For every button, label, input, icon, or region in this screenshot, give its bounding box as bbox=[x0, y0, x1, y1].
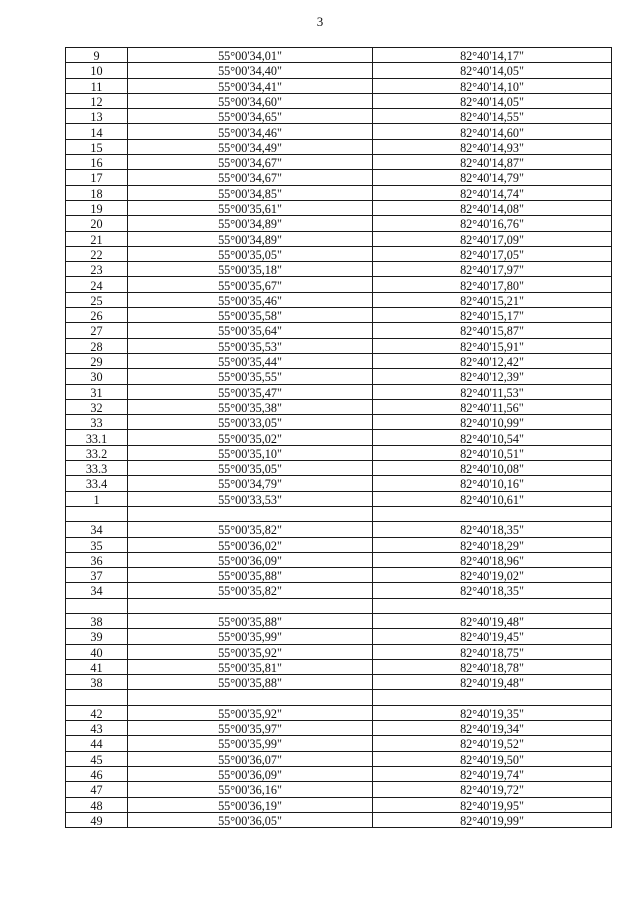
longitude-cell: 82°40'15,21" bbox=[373, 292, 612, 307]
table-row bbox=[66, 736, 612, 751]
longitude-cell: 82°40'10,99" bbox=[373, 415, 612, 430]
point-number-cell: 10 bbox=[66, 63, 128, 78]
longitude-cell: 82°40'12,42" bbox=[373, 353, 612, 368]
table-row bbox=[66, 613, 612, 628]
point-number-cell: 42 bbox=[66, 705, 128, 720]
longitude-cell: 82°40'17,97" bbox=[373, 262, 612, 277]
point-number-cell: 18 bbox=[66, 185, 128, 200]
point-number-cell: 32 bbox=[66, 399, 128, 414]
latitude-cell: 55°00'35,97" bbox=[128, 721, 373, 736]
point-number-cell: 37 bbox=[66, 568, 128, 583]
table-row bbox=[66, 445, 612, 460]
table-row bbox=[66, 812, 612, 827]
latitude-cell: 55°00'35,67" bbox=[128, 277, 373, 292]
longitude-cell: 82°40'19,74" bbox=[373, 766, 612, 781]
longitude-cell: 82°40'11,53" bbox=[373, 384, 612, 399]
table-separator-row bbox=[66, 690, 612, 705]
latitude-cell: 55°00'35,02" bbox=[128, 430, 373, 445]
longitude-cell: 82°40'18,78" bbox=[373, 659, 612, 674]
table-row bbox=[66, 583, 612, 598]
table-row bbox=[66, 369, 612, 384]
table-row bbox=[66, 797, 612, 812]
longitude-cell: 82°40'18,35" bbox=[373, 522, 612, 537]
point-number-cell: 26 bbox=[66, 308, 128, 323]
latitude-cell: 55°00'36,09" bbox=[128, 766, 373, 781]
point-number-cell: 31 bbox=[66, 384, 128, 399]
latitude-cell: 55°00'34,65" bbox=[128, 109, 373, 124]
table-row bbox=[66, 751, 612, 766]
latitude-cell: 55°00'34,60" bbox=[128, 93, 373, 108]
table-row bbox=[66, 629, 612, 644]
longitude-cell bbox=[373, 690, 612, 705]
point-number-cell: 12 bbox=[66, 93, 128, 108]
table-row bbox=[66, 93, 612, 108]
table-row bbox=[66, 216, 612, 231]
longitude-cell: 82°40'19,50" bbox=[373, 751, 612, 766]
longitude-cell: 82°40'14,05" bbox=[373, 63, 612, 78]
latitude-cell: 55°00'34,89" bbox=[128, 216, 373, 231]
point-number-cell: 49 bbox=[66, 812, 128, 827]
table-row bbox=[66, 675, 612, 690]
table-row bbox=[66, 782, 612, 797]
coordinates-table-body bbox=[66, 48, 612, 828]
longitude-cell: 82°40'12,39" bbox=[373, 369, 612, 384]
latitude-cell: 55°00'35,82" bbox=[128, 522, 373, 537]
point-number-cell: 43 bbox=[66, 721, 128, 736]
latitude-cell: 55°00'35,99" bbox=[128, 736, 373, 751]
latitude-cell: 55°00'35,92" bbox=[128, 705, 373, 720]
point-number-cell: 15 bbox=[66, 139, 128, 154]
latitude-cell: 55°00'34,46" bbox=[128, 124, 373, 139]
longitude-cell: 82°40'15,87" bbox=[373, 323, 612, 338]
point-number-cell bbox=[66, 506, 128, 521]
latitude-cell: 55°00'36,02" bbox=[128, 537, 373, 552]
table-row bbox=[66, 766, 612, 781]
point-number-cell: 47 bbox=[66, 782, 128, 797]
table-row bbox=[66, 399, 612, 414]
latitude-cell: 55°00'35,58" bbox=[128, 308, 373, 323]
latitude-cell: 55°00'35,44" bbox=[128, 353, 373, 368]
table-row bbox=[66, 721, 612, 736]
latitude-cell: 55°00'35,05" bbox=[128, 461, 373, 476]
table-row bbox=[66, 323, 612, 338]
table-row bbox=[66, 568, 612, 583]
point-number-cell: 33.3 bbox=[66, 461, 128, 476]
latitude-cell: 55°00'35,47" bbox=[128, 384, 373, 399]
longitude-cell: 82°40'14,05" bbox=[373, 93, 612, 108]
point-number-cell: 38 bbox=[66, 613, 128, 628]
point-number-cell: 44 bbox=[66, 736, 128, 751]
longitude-cell: 82°40'17,80" bbox=[373, 277, 612, 292]
point-number-cell: 23 bbox=[66, 262, 128, 277]
latitude-cell bbox=[128, 506, 373, 521]
latitude-cell: 55°00'35,18" bbox=[128, 262, 373, 277]
longitude-cell: 82°40'19,99" bbox=[373, 812, 612, 827]
longitude-cell: 82°40'14,87" bbox=[373, 155, 612, 170]
longitude-cell: 82°40'19,95" bbox=[373, 797, 612, 812]
table-row bbox=[66, 491, 612, 506]
table-row bbox=[66, 231, 612, 246]
point-number-cell: 21 bbox=[66, 231, 128, 246]
coordinates-table bbox=[65, 47, 612, 828]
longitude-cell: 82°40'19,02" bbox=[373, 568, 612, 583]
table-row bbox=[66, 522, 612, 537]
latitude-cell: 55°00'35,05" bbox=[128, 246, 373, 261]
latitude-cell: 55°00'34,79" bbox=[128, 476, 373, 491]
table-row bbox=[66, 63, 612, 78]
latitude-cell: 55°00'34,41" bbox=[128, 78, 373, 93]
latitude-cell: 55°00'34,67" bbox=[128, 155, 373, 170]
latitude-cell: 55°00'35,64" bbox=[128, 323, 373, 338]
point-number-cell: 33.4 bbox=[66, 476, 128, 491]
point-number-cell: 17 bbox=[66, 170, 128, 185]
longitude-cell: 82°40'19,52" bbox=[373, 736, 612, 751]
longitude-cell: 82°40'18,75" bbox=[373, 644, 612, 659]
latitude-cell: 55°00'36,09" bbox=[128, 552, 373, 567]
point-number-cell: 33.1 bbox=[66, 430, 128, 445]
latitude-cell: 55°00'34,40" bbox=[128, 63, 373, 78]
point-number-cell: 9 bbox=[66, 48, 128, 63]
longitude-cell: 82°40'15,17" bbox=[373, 308, 612, 323]
latitude-cell: 55°00'35,38" bbox=[128, 399, 373, 414]
longitude-cell: 82°40'17,09" bbox=[373, 231, 612, 246]
table-row bbox=[66, 277, 612, 292]
table-row bbox=[66, 537, 612, 552]
longitude-cell: 82°40'14,74" bbox=[373, 185, 612, 200]
point-number-cell: 29 bbox=[66, 353, 128, 368]
longitude-cell: 82°40'14,17" bbox=[373, 48, 612, 63]
point-number-cell: 27 bbox=[66, 323, 128, 338]
longitude-cell bbox=[373, 506, 612, 521]
longitude-cell: 82°40'11,56" bbox=[373, 399, 612, 414]
point-number-cell bbox=[66, 598, 128, 613]
latitude-cell: 55°00'35,53" bbox=[128, 338, 373, 353]
table-row bbox=[66, 78, 612, 93]
table-row bbox=[66, 659, 612, 674]
latitude-cell bbox=[128, 598, 373, 613]
point-number-cell: 45 bbox=[66, 751, 128, 766]
longitude-cell: 82°40'10,51" bbox=[373, 445, 612, 460]
table-row bbox=[66, 155, 612, 170]
longitude-cell: 82°40'14,08" bbox=[373, 200, 612, 215]
table-separator-row bbox=[66, 598, 612, 613]
point-number-cell: 24 bbox=[66, 277, 128, 292]
table-row bbox=[66, 170, 612, 185]
latitude-cell: 55°00'35,99" bbox=[128, 629, 373, 644]
latitude-cell: 55°00'35,55" bbox=[128, 369, 373, 384]
point-number-cell: 13 bbox=[66, 109, 128, 124]
latitude-cell: 55°00'34,89" bbox=[128, 231, 373, 246]
latitude-cell: 55°00'35,81" bbox=[128, 659, 373, 674]
longitude-cell: 82°40'14,93" bbox=[373, 139, 612, 154]
table-row bbox=[66, 430, 612, 445]
longitude-cell: 82°40'14,55" bbox=[373, 109, 612, 124]
latitude-cell: 55°00'36,05" bbox=[128, 812, 373, 827]
latitude-cell: 55°00'35,46" bbox=[128, 292, 373, 307]
latitude-cell: 55°00'33,05" bbox=[128, 415, 373, 430]
longitude-cell: 82°40'19,48" bbox=[373, 613, 612, 628]
table-row bbox=[66, 246, 612, 261]
point-number-cell: 35 bbox=[66, 537, 128, 552]
table-row bbox=[66, 109, 612, 124]
point-number-cell: 20 bbox=[66, 216, 128, 231]
page-number: 3 bbox=[316, 14, 324, 29]
longitude-cell: 82°40'10,54" bbox=[373, 430, 612, 445]
longitude-cell: 82°40'16,76" bbox=[373, 216, 612, 231]
latitude-cell: 55°00'34,67" bbox=[128, 170, 373, 185]
latitude-cell: 55°00'36,19" bbox=[128, 797, 373, 812]
point-number-cell: 33 bbox=[66, 415, 128, 430]
longitude-cell: 82°40'18,35" bbox=[373, 583, 612, 598]
point-number-cell: 40 bbox=[66, 644, 128, 659]
table-row bbox=[66, 139, 612, 154]
longitude-cell: 82°40'19,34" bbox=[373, 721, 612, 736]
point-number-cell: 38 bbox=[66, 675, 128, 690]
latitude-cell: 55°00'33,53" bbox=[128, 491, 373, 506]
longitude-cell: 82°40'19,45" bbox=[373, 629, 612, 644]
table-row bbox=[66, 185, 612, 200]
latitude-cell: 55°00'35,92" bbox=[128, 644, 373, 659]
latitude-cell: 55°00'34,01" bbox=[128, 48, 373, 63]
point-number-cell: 11 bbox=[66, 78, 128, 93]
table-row bbox=[66, 644, 612, 659]
point-number-cell: 48 bbox=[66, 797, 128, 812]
point-number-cell: 33.2 bbox=[66, 445, 128, 460]
point-number-cell: 16 bbox=[66, 155, 128, 170]
longitude-cell: 82°40'14,10" bbox=[373, 78, 612, 93]
point-number-cell: 1 bbox=[66, 491, 128, 506]
point-number-cell: 30 bbox=[66, 369, 128, 384]
point-number-cell: 19 bbox=[66, 200, 128, 215]
point-number-cell bbox=[66, 690, 128, 705]
point-number-cell: 36 bbox=[66, 552, 128, 567]
latitude-cell: 55°00'34,49" bbox=[128, 139, 373, 154]
longitude-cell: 82°40'15,91" bbox=[373, 338, 612, 353]
latitude-cell: 55°00'36,16" bbox=[128, 782, 373, 797]
latitude-cell: 55°00'35,88" bbox=[128, 568, 373, 583]
longitude-cell: 82°40'19,35" bbox=[373, 705, 612, 720]
table-row bbox=[66, 338, 612, 353]
latitude-cell: 55°00'35,10" bbox=[128, 445, 373, 460]
point-number-cell: 46 bbox=[66, 766, 128, 781]
table-row bbox=[66, 308, 612, 323]
longitude-cell: 82°40'19,48" bbox=[373, 675, 612, 690]
point-number-cell: 41 bbox=[66, 659, 128, 674]
table-row bbox=[66, 415, 612, 430]
table-row bbox=[66, 384, 612, 399]
longitude-cell: 82°40'14,79" bbox=[373, 170, 612, 185]
table-row bbox=[66, 48, 612, 63]
point-number-cell: 34 bbox=[66, 583, 128, 598]
table-row bbox=[66, 353, 612, 368]
longitude-cell: 82°40'10,08" bbox=[373, 461, 612, 476]
latitude-cell: 55°00'35,88" bbox=[128, 675, 373, 690]
longitude-cell bbox=[373, 598, 612, 613]
point-number-cell: 28 bbox=[66, 338, 128, 353]
latitude-cell: 55°00'35,88" bbox=[128, 613, 373, 628]
table-row bbox=[66, 705, 612, 720]
longitude-cell: 82°40'10,16" bbox=[373, 476, 612, 491]
point-number-cell: 34 bbox=[66, 522, 128, 537]
point-number-cell: 14 bbox=[66, 124, 128, 139]
longitude-cell: 82°40'18,96" bbox=[373, 552, 612, 567]
longitude-cell: 82°40'19,72" bbox=[373, 782, 612, 797]
longitude-cell: 82°40'10,61" bbox=[373, 491, 612, 506]
latitude-cell: 55°00'35,82" bbox=[128, 583, 373, 598]
table-row bbox=[66, 262, 612, 277]
table-row bbox=[66, 124, 612, 139]
table-separator-row bbox=[66, 506, 612, 521]
point-number-cell: 39 bbox=[66, 629, 128, 644]
table-row bbox=[66, 200, 612, 215]
latitude-cell: 55°00'35,61" bbox=[128, 200, 373, 215]
longitude-cell: 82°40'18,29" bbox=[373, 537, 612, 552]
point-number-cell: 25 bbox=[66, 292, 128, 307]
table-row bbox=[66, 476, 612, 491]
point-number-cell: 22 bbox=[66, 246, 128, 261]
table-row bbox=[66, 292, 612, 307]
table-row bbox=[66, 461, 612, 476]
table-row bbox=[66, 552, 612, 567]
latitude-cell bbox=[128, 690, 373, 705]
longitude-cell: 82°40'17,05" bbox=[373, 246, 612, 261]
latitude-cell: 55°00'36,07" bbox=[128, 751, 373, 766]
longitude-cell: 82°40'14,60" bbox=[373, 124, 612, 139]
latitude-cell: 55°00'34,85" bbox=[128, 185, 373, 200]
